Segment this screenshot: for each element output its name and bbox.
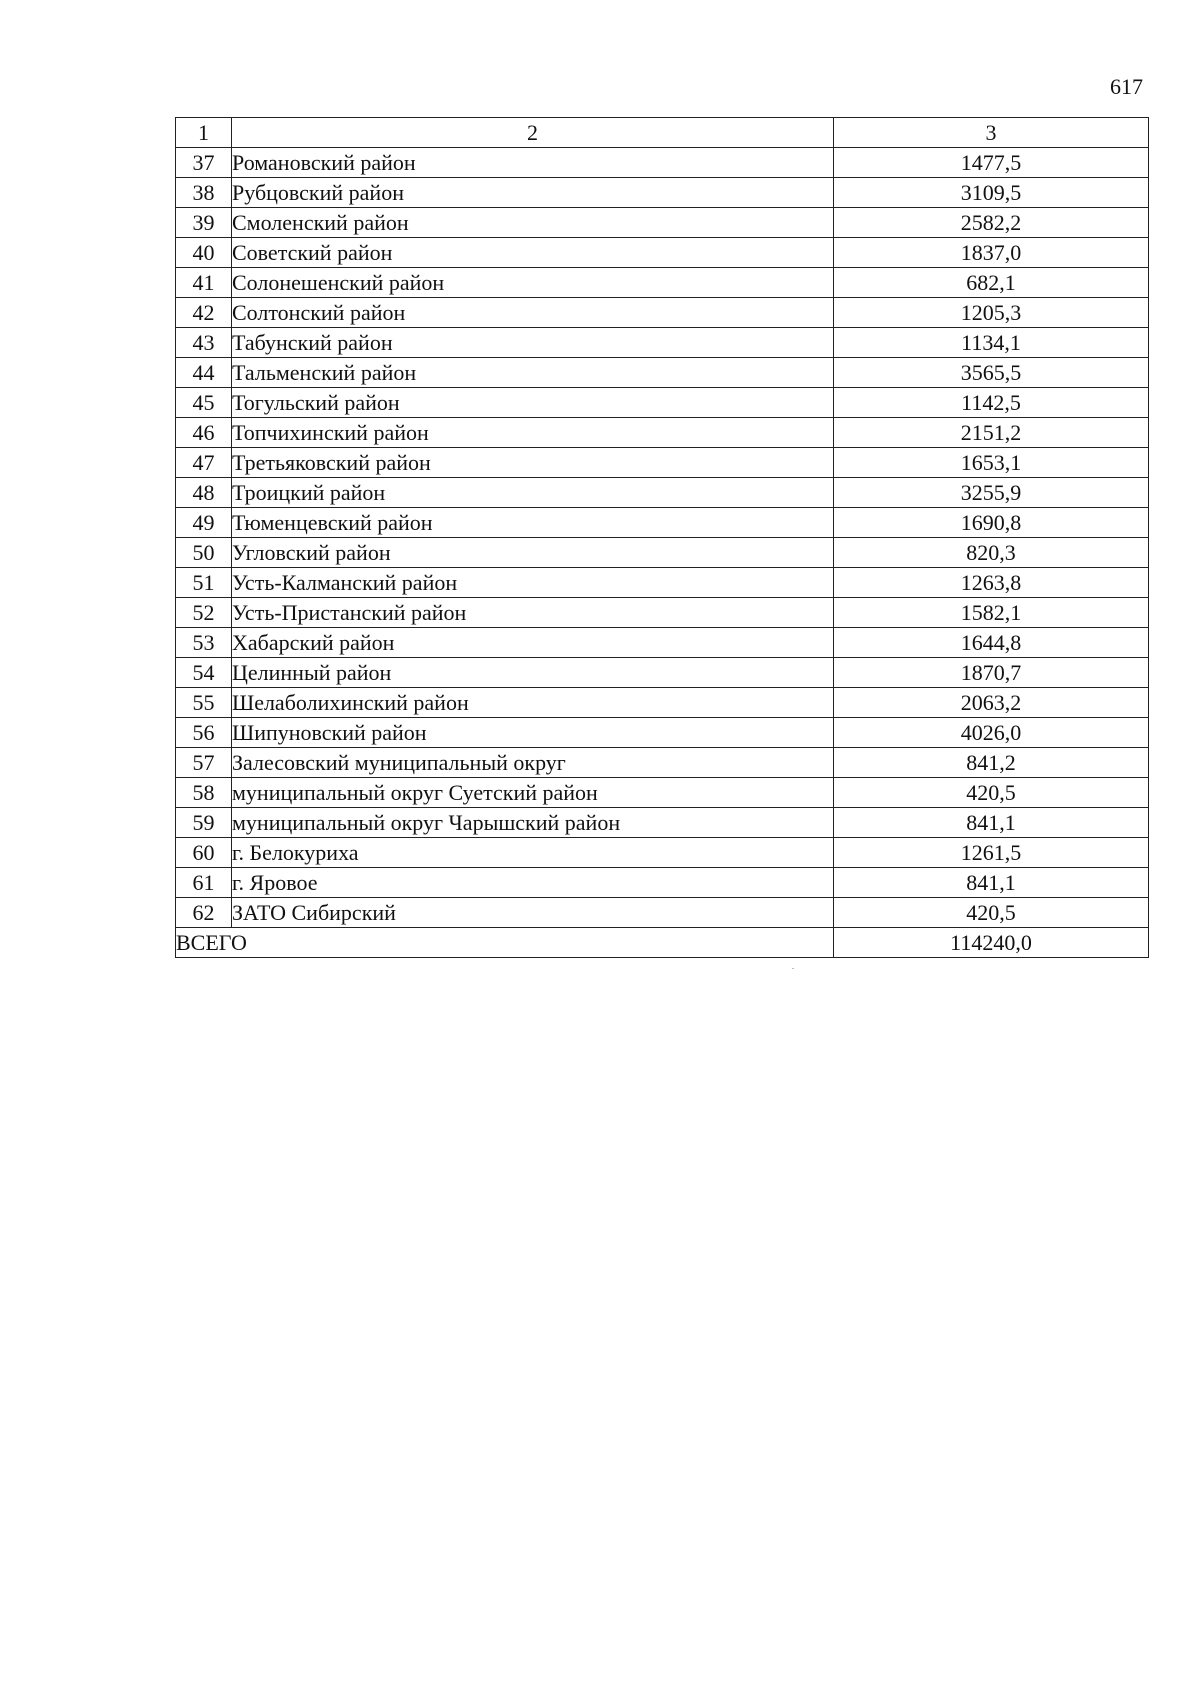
row-value: 1837,0 <box>834 238 1149 268</box>
row-number: 62 <box>176 898 232 928</box>
row-value: 2063,2 <box>834 688 1149 718</box>
row-number: 51 <box>176 568 232 598</box>
row-value: 1134,1 <box>834 328 1149 358</box>
row-number: 46 <box>176 418 232 448</box>
row-name: Рубцовский район <box>232 178 834 208</box>
row-value: 1644,8 <box>834 628 1149 658</box>
row-name: г. Белокуриха <box>232 838 834 868</box>
row-name: Топчихинский район <box>232 418 834 448</box>
row-number: 42 <box>176 298 232 328</box>
table-row <box>176 838 1149 868</box>
row-name: Усть-Калманский район <box>232 568 834 598</box>
table-row <box>176 778 1149 808</box>
table-row <box>176 538 1149 568</box>
row-number: 60 <box>176 838 232 868</box>
row-value: 1477,5 <box>834 148 1149 178</box>
table-row <box>176 268 1149 298</box>
row-number: 39 <box>176 208 232 238</box>
data-table <box>175 117 1149 958</box>
row-value: 1870,7 <box>834 658 1149 688</box>
row-number: 54 <box>176 658 232 688</box>
header-col-1: 1 <box>176 118 232 148</box>
row-number: 37 <box>176 148 232 178</box>
row-number: 49 <box>176 508 232 538</box>
total-value: 114240,0 <box>834 928 1149 958</box>
table-body <box>176 118 1149 958</box>
total-row <box>176 928 1149 958</box>
row-value: 420,5 <box>834 778 1149 808</box>
row-value: 3109,5 <box>834 178 1149 208</box>
row-name: Смоленский район <box>232 208 834 238</box>
table-row <box>176 628 1149 658</box>
row-name: Солонешенский район <box>232 268 834 298</box>
row-number: 56 <box>176 718 232 748</box>
row-name: Усть-Пристанский район <box>232 598 834 628</box>
row-number: 55 <box>176 688 232 718</box>
row-value: 420,5 <box>834 898 1149 928</box>
table-row <box>176 808 1149 838</box>
table-row <box>176 598 1149 628</box>
row-name: Солтонский район <box>232 298 834 328</box>
table-row <box>176 868 1149 898</box>
row-number: 57 <box>176 748 232 778</box>
row-value: 682,1 <box>834 268 1149 298</box>
row-name: Табунский район <box>232 328 834 358</box>
row-name: Шипуновский район <box>232 718 834 748</box>
row-name: Тогульский район <box>232 388 834 418</box>
row-value: 3565,5 <box>834 358 1149 388</box>
row-value: 1690,8 <box>834 508 1149 538</box>
scan-speck <box>792 968 794 969</box>
row-name: муниципальный округ Чарышский район <box>232 808 834 838</box>
row-name: Романовский район <box>232 148 834 178</box>
row-number: 52 <box>176 598 232 628</box>
table-row <box>176 298 1149 328</box>
row-value: 2582,2 <box>834 208 1149 238</box>
row-value: 841,1 <box>834 808 1149 838</box>
row-value: 3255,9 <box>834 478 1149 508</box>
table-row <box>176 688 1149 718</box>
row-number: 45 <box>176 388 232 418</box>
table-row <box>176 358 1149 388</box>
table-row <box>176 568 1149 598</box>
row-name: Целинный район <box>232 658 834 688</box>
table-row <box>176 748 1149 778</box>
table-header-row <box>176 118 1149 148</box>
table-row <box>176 508 1149 538</box>
row-value: 1582,1 <box>834 598 1149 628</box>
row-value: 1263,8 <box>834 568 1149 598</box>
row-name: муниципальный округ Суетский район <box>232 778 834 808</box>
row-value: 1653,1 <box>834 448 1149 478</box>
row-number: 48 <box>176 478 232 508</box>
row-name: Шелаболихинский район <box>232 688 834 718</box>
row-name: Третьяковский район <box>232 448 834 478</box>
row-value: 1205,3 <box>834 298 1149 328</box>
table-row <box>176 418 1149 448</box>
row-number: 41 <box>176 268 232 298</box>
row-name: г. Яровое <box>232 868 834 898</box>
header-col-3: 3 <box>834 118 1149 148</box>
row-number: 53 <box>176 628 232 658</box>
row-number: 40 <box>176 238 232 268</box>
row-value: 841,2 <box>834 748 1149 778</box>
table-row <box>176 658 1149 688</box>
row-name: Тюменцевский район <box>232 508 834 538</box>
header-col-2: 2 <box>232 118 834 148</box>
table-row <box>176 448 1149 478</box>
row-value: 4026,0 <box>834 718 1149 748</box>
table-row <box>176 718 1149 748</box>
row-number: 43 <box>176 328 232 358</box>
table-row <box>176 148 1149 178</box>
page-number: 617 <box>1110 74 1143 99</box>
table-row <box>176 208 1149 238</box>
row-number: 50 <box>176 538 232 568</box>
table-row <box>176 328 1149 358</box>
row-number: 44 <box>176 358 232 388</box>
row-value: 1261,5 <box>834 838 1149 868</box>
row-name: Тальменский район <box>232 358 834 388</box>
row-number: 58 <box>176 778 232 808</box>
table-row <box>176 388 1149 418</box>
row-value: 820,3 <box>834 538 1149 568</box>
row-value: 841,1 <box>834 868 1149 898</box>
row-value: 1142,5 <box>834 388 1149 418</box>
table-row <box>176 478 1149 508</box>
table-row <box>176 178 1149 208</box>
total-label: ВСЕГО <box>176 928 834 958</box>
row-name: Троицкий район <box>232 478 834 508</box>
row-number: 59 <box>176 808 232 838</box>
row-value: 2151,2 <box>834 418 1149 448</box>
table-row <box>176 898 1149 928</box>
row-name: Залесовский муниципальный округ <box>232 748 834 778</box>
row-name: Хабарский район <box>232 628 834 658</box>
row-name: Угловский район <box>232 538 834 568</box>
table-row <box>176 238 1149 268</box>
row-number: 38 <box>176 178 232 208</box>
row-name: ЗАТО Сибирский <box>232 898 834 928</box>
row-number: 61 <box>176 868 232 898</box>
row-number: 47 <box>176 448 232 478</box>
row-name: Советский район <box>232 238 834 268</box>
